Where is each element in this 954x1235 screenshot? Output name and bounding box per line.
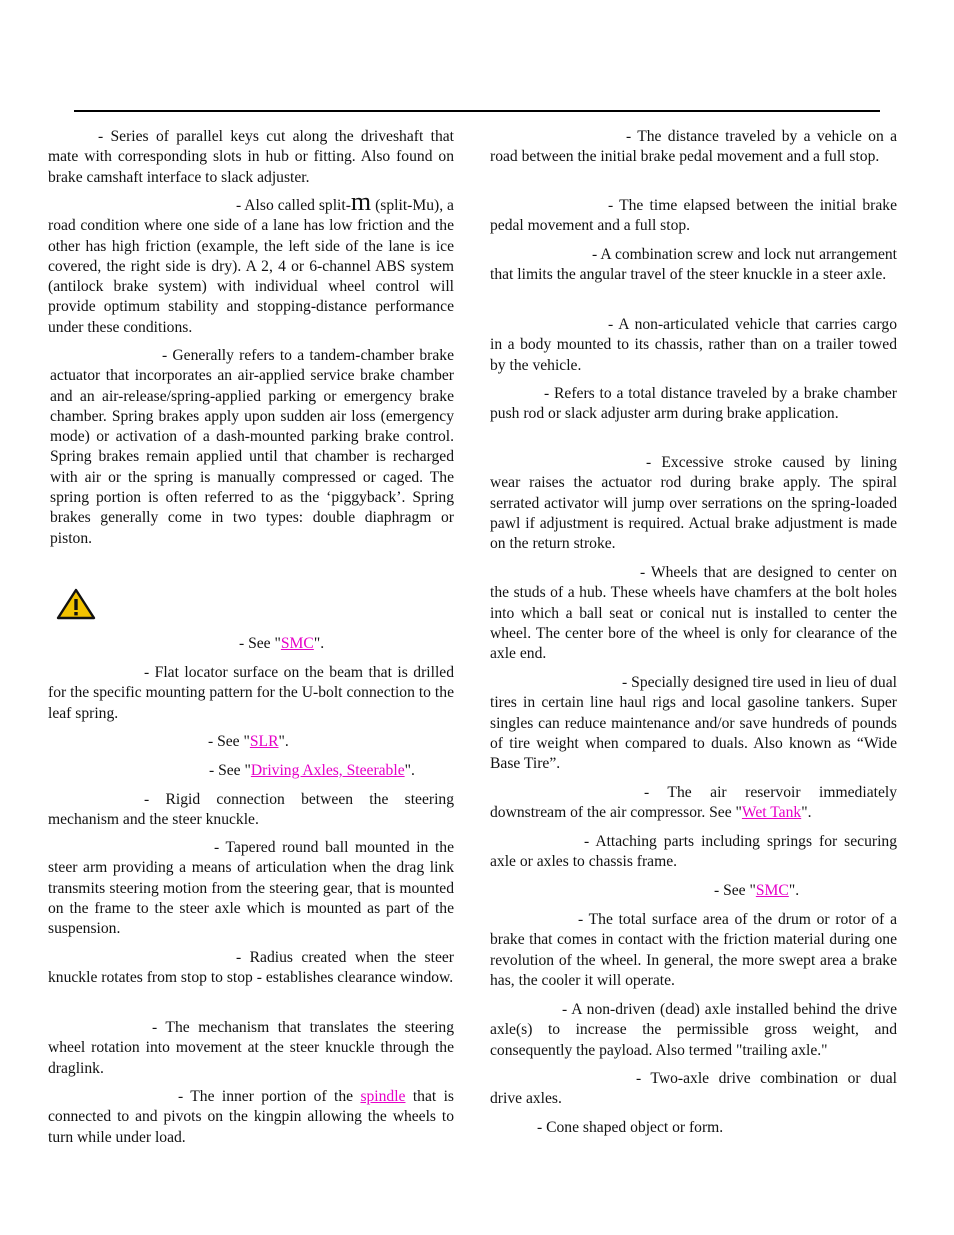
glossary-entry-spring-seat xyxy=(48,663,454,724)
glossary-entry-steer-arm xyxy=(48,790,454,831)
glossary-entry-straight-truck xyxy=(490,315,897,376)
entry-definition: - A non-articulated vehicle that carries cargo in a body mounted to its chassis, rather than on a trailer towed by the vehicle. xyxy=(490,316,897,374)
entry-definition: - Attaching parts including springs for securing axle or axles to chassis frame. xyxy=(490,833,897,871)
glossary-entry-supply-tank xyxy=(490,783,897,824)
glossary-entry-stroke-sensing xyxy=(490,453,897,554)
entry-definition: - Refers to a total distance traveled by a brake chamber push rod or slack adjuster arm during brake application. xyxy=(490,385,897,423)
smc-link-right[interactable]: SMC xyxy=(755,882,789,899)
wet-tank-link[interactable]: Wet Tank xyxy=(741,804,802,822)
entry-definition-rest: ". xyxy=(801,804,812,822)
glossary-entry-tandem-axle xyxy=(490,1069,897,1110)
glossary-entry-stop-screw xyxy=(490,245,897,286)
entry-definition: - A non-driven (dead) axle installed behind the drive axle(s) to increase the permissible gross weight, and consequently the payload. Also termed "trailing axle." xyxy=(490,1001,897,1059)
see-prefix: - See " xyxy=(209,762,251,779)
glossary-entry-steer-arm-ball xyxy=(48,838,454,939)
glossary-entry-tag-axle xyxy=(490,1000,897,1061)
entry-definition: - The total surface area of the drum or rotor of a brake that comes in contact with the friction material during one revolution of the wheel. In general, the more swept area a brake has, the cooler it will operate. xyxy=(490,911,897,989)
glossary-entry-see-smc xyxy=(48,634,454,654)
entry-definition: - Excessive stroke caused by lining wear raises the actuator rod during brake apply. The spiral serrated activator will jump over serrations on the spring-loaded pawl if adjustment is required. Actual brake adjustment is made on the return stroke. xyxy=(490,454,897,553)
glossary-entry-steer-knuckle xyxy=(48,1087,454,1148)
header-rule xyxy=(74,110,880,112)
see-prefix: - See " xyxy=(714,882,756,899)
entry-definition: - The time elapsed between the initial brake pedal movement and a full stop. xyxy=(490,197,897,235)
glossary-entry-stud-piloted-wheels xyxy=(490,563,897,664)
glossary-entry-super-single-tire xyxy=(490,673,897,774)
entry-definition: - Flat locator surface on the beam that is drilled for the specific mounting pattern for the U-bolt connection to the leaf spring. xyxy=(48,664,454,722)
entry-definition: - The distance traveled by a vehicle on a road between the initial brake pedal movement and a full stop. xyxy=(490,128,897,166)
warning-triangle-icon xyxy=(56,588,96,620)
entry-definition: - Generally refers to a tandem-chamber brake actuator that incorporates an air-applied service brake chamber and an air-release/spring-applied parking or emergency brake chamber. Spring brakes apply upon sudden air loss (emergency mode) or activation of a dash-mounted parking brake control. Spring brakes remain applied until that chamber is recharged with air or the spring is manually compressed or caged. The spring portion is often referred to as the ‘piggyback’. Spring brakes generally come in two types: double diaphragm or piston. xyxy=(50,347,454,547)
entry-definition: - Specially designed tire used in lieu of dual tires in certain line haul rigs and local gasoline tankers. Super singles can reduce maintenance and/or save hundreds of pounds of tire weight when compared to duals. Also known as “Wide Base Tire”. xyxy=(490,674,897,773)
see-prefix: - See " xyxy=(239,635,281,652)
see-suffix: ". xyxy=(788,882,800,899)
entry-definition: - Series of parallel keys cut along the driveshaft that mate with corresponding slots in hub or fitting. Also found on brake camshaft interface to slack adjuster. xyxy=(48,128,454,186)
entry-definition: - Wheels that are designed to center on the studs of a hub. These wheels have chamfers at the bolt holes into which a ball seat or conical nut is installed to center the wheel. The center bore of the wheel is only for clearance of the axle end. xyxy=(490,564,897,663)
entry-definition: - Tapered round ball mounted in the steer arm providing a means of articulation when the drag link transmits steering motion from the steering gear, that is mounted on the frame to the steer axle which is mounted as part of the suspension. xyxy=(48,839,454,938)
glossary-entry-steering-radius xyxy=(48,948,454,989)
entry-definition-start: - The air reservoir immediately downstream of the air compressor. See " xyxy=(490,784,897,822)
see-suffix: ". xyxy=(313,635,325,652)
entry-definition: - The mechanism that translates the steering wheel rotation into movement at the steer knuckle through the draglink. xyxy=(48,1019,454,1077)
entry-definition-rest: that is connected to and pivots on the kingpin allowing the wheels to turn while under load. xyxy=(48,1088,454,1146)
glossary-entry-see-smc-right xyxy=(490,881,897,901)
glossary-entry-suspension xyxy=(490,832,897,873)
entry-definition: - A combination screw and lock nut arrangement that limits the angular travel of the steer knuckle in a steer axle. xyxy=(490,246,897,284)
entry-definition: - Two-axle drive combination or dual drive axles. xyxy=(490,1070,897,1108)
glossary-entry-see-slr xyxy=(48,732,454,752)
glossary-entry-splines xyxy=(48,127,454,188)
glossary-entry-stroke xyxy=(490,384,897,425)
glossary-entry-stopping-time xyxy=(490,196,897,237)
glossary-entry-taper xyxy=(490,1118,897,1138)
see-prefix: - See " xyxy=(208,733,250,750)
see-suffix: ". xyxy=(278,733,289,750)
glossary-entry-steering-gear xyxy=(48,1018,454,1079)
entry-definition-start: - The inner portion of the xyxy=(178,1088,361,1105)
glossary-entry-split-coefficient xyxy=(48,187,454,338)
see-suffix: ". xyxy=(404,762,415,779)
entry-definition: - Radius created when the steer knuckle rotates from stop to stop - establishes clearance window. xyxy=(48,949,454,987)
entry-definition-start: - Also called split- xyxy=(236,197,351,214)
glossary-entry-swept-area xyxy=(490,910,897,991)
entry-definition: - Cone shaped object or form. xyxy=(537,1119,724,1136)
slr-link[interactable]: SLR xyxy=(249,733,279,750)
glossary-entry-spring-brake xyxy=(50,346,454,549)
driving-axles-steerable-link[interactable]: Driving Axles, Steerable xyxy=(250,762,405,779)
smc-link[interactable]: SMC xyxy=(280,635,314,652)
entry-definition-rest: (split-Mu), a road condition where one side of a lane has low friction and the other has high friction (example, the left side of the lane is ice covered, the right side is dry). A 2, 4 or 6-channel ABS system (antilock brake system) with individual wheel control will provide optimum stability and stopping-distance performance under these conditions. xyxy=(48,197,454,336)
glossary-entry-see-driving-axles xyxy=(48,761,454,781)
entry-definition: - Rigid connection between the steering mechanism and the steer knuckle. xyxy=(48,791,454,829)
glossary-entry-stopping-distance xyxy=(490,127,897,168)
spindle-link[interactable]: spindle xyxy=(360,1088,406,1105)
mu-symbol: m xyxy=(350,187,372,216)
